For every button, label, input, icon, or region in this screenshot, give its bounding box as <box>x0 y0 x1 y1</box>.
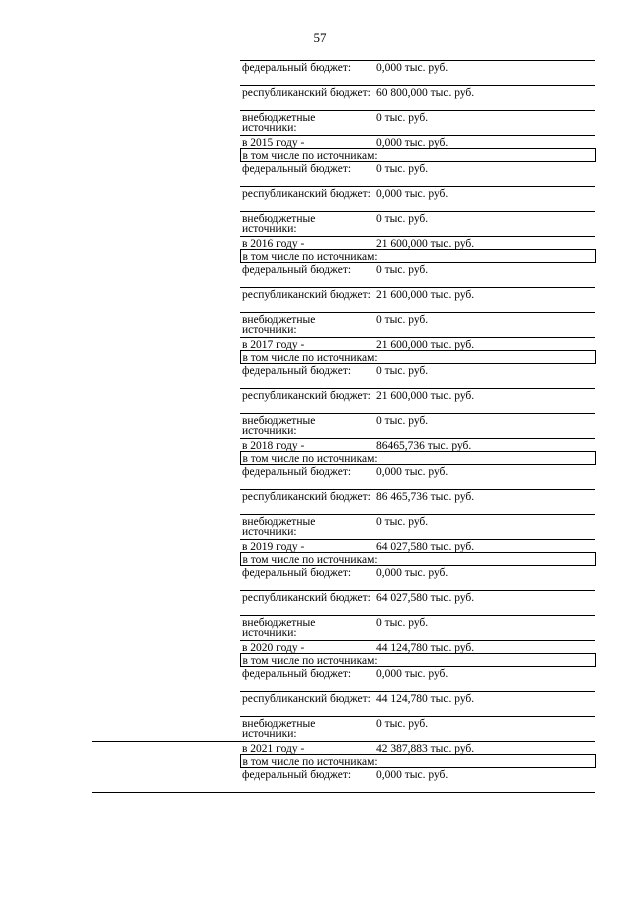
source-label: внебюджетные источники: <box>240 212 374 237</box>
left-empty-cell <box>92 490 240 515</box>
funding-table <box>92 60 596 793</box>
left-empty-cell <box>92 136 240 149</box>
source-amount: 0 тыс. руб. <box>374 364 595 389</box>
source-amount: 0,000 тыс. руб. <box>374 768 595 793</box>
left-empty-cell <box>92 439 240 452</box>
source-amount: 86 465,736 тыс. руб. <box>374 490 595 515</box>
year-total-row <box>92 237 595 250</box>
left-empty-cell <box>92 692 240 717</box>
source-amount: 44 124,780 тыс. руб. <box>374 692 595 717</box>
source-label: внебюджетные источники: <box>240 515 374 540</box>
left-empty-cell <box>92 338 240 351</box>
source-label: внебюджетные источники: <box>240 111 374 136</box>
left-empty-cell <box>92 515 240 540</box>
year-label: в 2018 году - <box>240 439 374 452</box>
source-row <box>92 717 595 742</box>
source-label: федеральный бюджет: <box>240 364 374 389</box>
year-amount: 21 600,000 тыс. руб. <box>374 237 595 250</box>
sources-subheading: в том числе по источникам: <box>240 755 595 768</box>
year-label: в 2016 году - <box>240 237 374 250</box>
source-row <box>92 187 595 212</box>
source-row <box>92 667 595 692</box>
source-label: республиканский бюджет: <box>240 187 374 212</box>
left-empty-cell <box>92 288 240 313</box>
source-label: республиканский бюджет: <box>240 490 374 515</box>
source-row <box>92 591 595 616</box>
source-amount: 0 тыс. руб. <box>374 414 595 439</box>
left-empty-cell <box>92 641 240 654</box>
source-label: республиканский бюджет: <box>240 288 374 313</box>
source-row <box>92 263 595 288</box>
sources-subheading-row <box>92 351 595 364</box>
source-row <box>92 61 595 86</box>
left-empty-cell <box>92 465 240 490</box>
source-amount: 0,000 тыс. руб. <box>374 187 595 212</box>
year-total-row <box>92 338 595 351</box>
left-empty-cell <box>92 389 240 414</box>
source-row <box>92 288 595 313</box>
source-label: внебюджетные источники: <box>240 616 374 641</box>
year-total-row <box>92 641 595 654</box>
left-empty-cell <box>92 768 240 793</box>
source-amount: 0,000 тыс. руб. <box>374 465 595 490</box>
year-amount: 86465,736 тыс. руб. <box>374 439 595 452</box>
page-number: 57 <box>313 30 327 45</box>
year-total-row <box>92 742 595 755</box>
source-amount: 64 027,580 тыс. руб. <box>374 591 595 616</box>
left-empty-cell <box>92 553 240 566</box>
source-label: федеральный бюджет: <box>240 61 374 86</box>
sources-subheading-row <box>92 755 595 768</box>
source-label: федеральный бюджет: <box>240 566 374 591</box>
source-amount: 0 тыс. руб. <box>374 162 595 187</box>
source-amount: 60 800,000 тыс. руб. <box>374 86 595 111</box>
left-empty-cell <box>92 755 240 768</box>
source-row <box>92 162 595 187</box>
left-empty-cell <box>92 452 240 465</box>
left-empty-cell <box>92 364 240 389</box>
year-label: в 2015 году - <box>240 136 374 149</box>
source-amount: 0,000 тыс. руб. <box>374 667 595 692</box>
year-amount: 64 027,580 тыс. руб. <box>374 540 595 553</box>
source-amount: 0 тыс. руб. <box>374 212 595 237</box>
left-empty-cell <box>92 111 240 136</box>
source-row <box>92 364 595 389</box>
source-row <box>92 212 595 237</box>
source-label: республиканский бюджет: <box>240 389 374 414</box>
sources-subheading-row <box>92 149 595 162</box>
sources-subheading-row <box>92 250 595 263</box>
source-row <box>92 616 595 641</box>
source-label: внебюджетные источники: <box>240 717 374 742</box>
left-empty-cell <box>92 351 240 364</box>
left-empty-cell <box>92 566 240 591</box>
sources-subheading: в том числе по источникам: <box>240 250 595 263</box>
source-row <box>92 768 595 793</box>
left-empty-cell <box>92 616 240 641</box>
source-row <box>92 86 595 111</box>
left-empty-cell <box>92 237 240 250</box>
sources-subheading: в том числе по источникам: <box>240 654 595 667</box>
source-amount: 0,000 тыс. руб. <box>374 61 595 86</box>
year-label: в 2020 году - <box>240 641 374 654</box>
source-label: федеральный бюджет: <box>240 667 374 692</box>
year-amount: 21 600,000 тыс. руб. <box>374 338 595 351</box>
left-empty-cell <box>92 742 240 755</box>
year-amount: 44 124,780 тыс. руб. <box>374 641 595 654</box>
sources-subheading: в том числе по источникам: <box>240 553 595 566</box>
left-empty-cell <box>92 250 240 263</box>
source-row <box>92 465 595 490</box>
source-label: республиканский бюджет: <box>240 591 374 616</box>
funding-table-body <box>92 61 595 793</box>
source-label: федеральный бюджет: <box>240 263 374 288</box>
year-total-row <box>92 136 595 149</box>
year-label: в 2021 году - <box>240 742 374 755</box>
sources-subheading-row <box>92 654 595 667</box>
year-label: в 2017 году - <box>240 338 374 351</box>
source-row <box>92 313 595 338</box>
left-empty-cell <box>92 187 240 212</box>
left-empty-cell <box>92 86 240 111</box>
left-empty-cell <box>92 667 240 692</box>
sources-subheading-row <box>92 553 595 566</box>
left-empty-cell <box>92 313 240 338</box>
source-amount: 0 тыс. руб. <box>374 717 595 742</box>
source-amount: 0,000 тыс. руб. <box>374 566 595 591</box>
year-amount: 42 387,883 тыс. руб. <box>374 742 595 755</box>
source-amount: 21 600,000 тыс. руб. <box>374 389 595 414</box>
left-empty-cell <box>92 61 240 86</box>
source-row <box>92 389 595 414</box>
source-row <box>92 490 595 515</box>
sources-subheading: в том числе по источникам: <box>240 149 595 162</box>
source-amount: 21 600,000 тыс. руб. <box>374 288 595 313</box>
year-total-row <box>92 439 595 452</box>
left-empty-cell <box>92 162 240 187</box>
sources-subheading-row <box>92 452 595 465</box>
source-row <box>92 692 595 717</box>
year-label: в 2019 году - <box>240 540 374 553</box>
left-empty-cell <box>92 654 240 667</box>
left-empty-cell <box>92 149 240 162</box>
source-row <box>92 515 595 540</box>
source-label: внебюджетные источники: <box>240 414 374 439</box>
left-empty-cell <box>92 591 240 616</box>
source-amount: 0 тыс. руб. <box>374 263 595 288</box>
year-amount: 0,000 тыс. руб. <box>374 136 595 149</box>
source-amount: 0 тыс. руб. <box>374 616 595 641</box>
source-amount: 0 тыс. руб. <box>374 111 595 136</box>
left-empty-cell <box>92 263 240 288</box>
source-label: федеральный бюджет: <box>240 465 374 490</box>
source-row <box>92 566 595 591</box>
source-row <box>92 111 595 136</box>
left-empty-cell <box>92 717 240 742</box>
sources-subheading: в том числе по источникам: <box>240 351 595 364</box>
year-total-row <box>92 540 595 553</box>
source-amount: 0 тыс. руб. <box>374 313 595 338</box>
source-label: республиканский бюджет: <box>240 692 374 717</box>
left-empty-cell <box>92 212 240 237</box>
source-amount: 0 тыс. руб. <box>374 515 595 540</box>
left-empty-cell <box>92 540 240 553</box>
source-row <box>92 414 595 439</box>
left-empty-cell <box>92 414 240 439</box>
source-label: федеральный бюджет: <box>240 162 374 187</box>
source-label: внебюджетные источники: <box>240 313 374 338</box>
sources-subheading: в том числе по источникам: <box>240 452 595 465</box>
source-label: федеральный бюджет: <box>240 768 374 793</box>
source-label: республиканский бюджет: <box>240 86 374 111</box>
